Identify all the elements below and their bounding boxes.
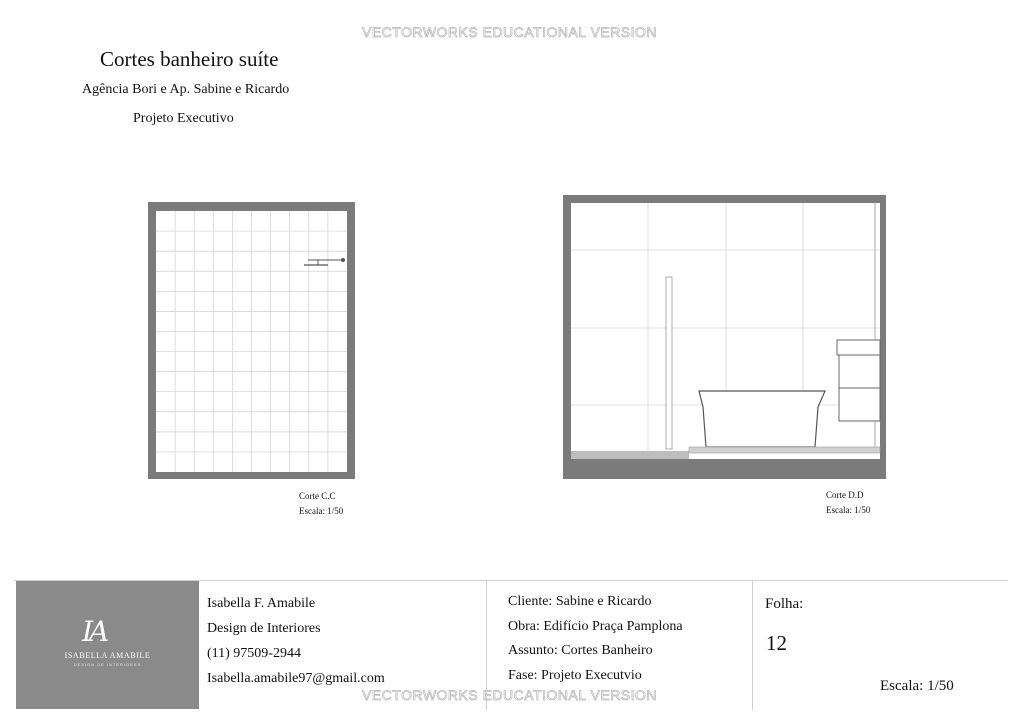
section-dd-caption	[826, 488, 870, 518]
section-cc-scale: Escala: 1/50	[299, 506, 344, 516]
glass-partition	[666, 277, 672, 449]
project-phase-field: Fase: Projeto Executvio	[508, 668, 642, 683]
section-cc-drawing	[148, 202, 355, 479]
sheet-label: Folha:	[765, 596, 804, 612]
designer-name: Isabella F. Amabile	[207, 596, 316, 611]
project-phase: Projeto Executivo	[133, 111, 234, 126]
section-dd-scale: Escala: 1/50	[826, 505, 871, 515]
section-dd-label: Corte D.D	[826, 490, 864, 500]
logo-name: ISABELLA AMABILE	[64, 651, 151, 660]
logo-tagline: DESIGN DE INTERIORES	[73, 662, 142, 667]
project-client: Cliente: Sabine e Ricardo	[508, 594, 652, 609]
designer-email: Isabella.amabile97@gmail.com	[207, 671, 385, 686]
project-subject: Assunto: Cortes Banheiro	[508, 643, 653, 658]
vanity-cabinet	[837, 340, 880, 421]
sheet-number: 12	[766, 631, 787, 655]
logo-script-mark: IA	[82, 615, 106, 648]
designer-role: Design de Interiores	[207, 621, 321, 636]
page-title: Cortes banheiro suíte	[100, 47, 279, 71]
sheet-scale: Escala: 1/50	[880, 678, 954, 694]
project-site: Obra: Edifício Praça Pamplona	[508, 619, 683, 634]
section-dd-drawing	[563, 195, 886, 479]
project-subtitle: Agência Bori e Ap. Sabine e Ricardo	[82, 82, 290, 97]
watermark-bottom: VECTORWORKS EDUCATIONAL VERSION	[362, 687, 658, 703]
designer-phone: (11) 97509-2944	[207, 646, 301, 661]
section-cc-label: Corte C.C	[299, 491, 336, 501]
bathtub-icon	[699, 391, 825, 447]
section-cc-caption	[299, 489, 343, 519]
title-block-divider-2	[752, 580, 753, 710]
logo-block	[16, 581, 199, 709]
watermark-top: VECTORWORKS EDUCATIONAL VERSION	[362, 24, 658, 40]
